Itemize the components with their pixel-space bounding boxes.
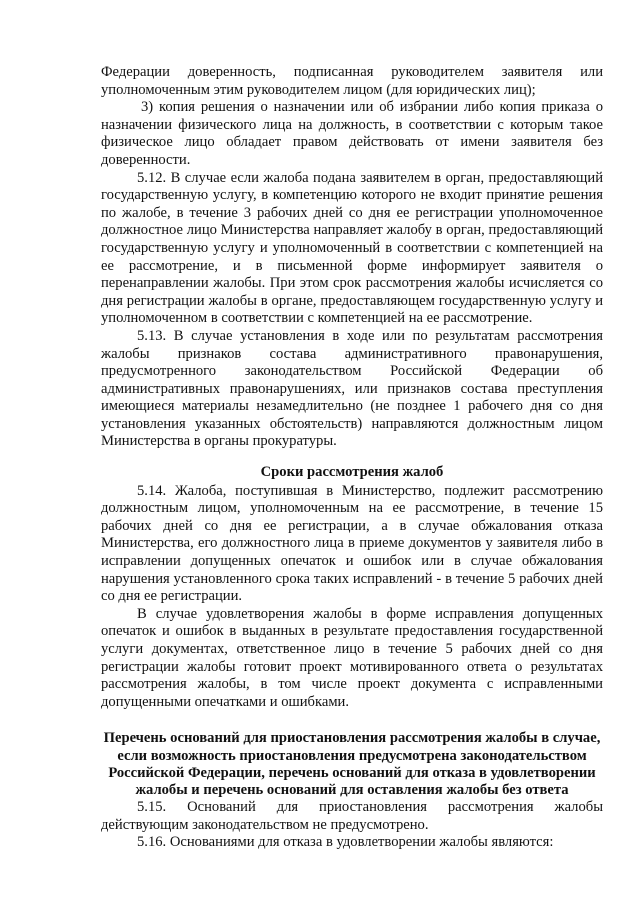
paragraph-proxy-continuation: Федерации доверенность, подписанная руководителем заявителя или уполномоченным этим руководителем лицом (для юридических лиц);	[101, 64, 603, 98]
paragraph-5-12: 5.12. В случае если жалоба подана заявителем в орган, предоставляющий государственную услугу, в компетенцию которого не входит принятие решения по жалобе, в течение 3 рабочих дней со дня ее регистрации уполномоченное должностное лицо Министерства направляет жалобу в орган, предоставляющий государственную услугу и уполномоченный в соответствии с компетенцией на ее рассмотрение, и в письменной форме информирует заявителя о перенаправлении жалобы. При этом срок рассмотрения жалобы исчисляется со дня регистрации жалобы в органе, предоставляющем государственную услугу и уполномоченном в соответствии с компетенцией на ее рассмотрение.	[101, 169, 603, 327]
paragraph-5-13: 5.13. В случае установления в ходе или по результатам рассмотрения жалобы признаков состава административного правонарушения, предусмотренного законодательством Российской Федерации об административных правонарушениях, или признаков состава преступления имеющиеся материалы незамедлительно (не позднее 1 рабочего дня со дня установления указанных обстоятельств) направляются должностным лицом Министерства в органы прокуратуры.	[101, 327, 603, 450]
paragraph-5-14: 5.14. Жалоба, поступившая в Министерство, подлежит рассмотрению должностным лицом, уполномоченным на ее рассмотрение, в течение 15 рабочих дней со дня ее регистрации, а в случае обжалования отказа Министерства, его должностного лица в приеме документов у заявителя либо в исправлении допущенных опечаток и ошибок или в случае обжалования нарушения установленного срока таких исправлений - в течение 5 рабочих дней со дня ее регистрации.	[101, 482, 603, 605]
document-body	[101, 64, 603, 852]
paragraph-item-3: 3) копия решения о назначении или об избрании либо копия приказа о назначении физического лица на должность, в соответствии с которым такое физическое лицо обладает правом действовать от имени заявителя без доверенности.	[101, 99, 603, 168]
section-heading-grounds: Перечень оснований для приостановления рассмотрения жалобы в случае, если возможность приостановления предусмотрена законодательством Российской Федерации, перечень оснований для отказа в удовлетворении жалобы и перечень оснований для оставления жалобы без ответа	[103, 730, 601, 798]
paragraph-5-16: 5.16. Основаниями для отказа в удовлетворении жалобы являются:	[137, 834, 554, 851]
section-heading-terms: Сроки рассмотрения жалоб	[260, 464, 444, 481]
paragraph-5-15: 5.15. Оснований для приостановления рассмотрения жалобы действующим законодательством не предусмотрено.	[101, 799, 603, 833]
paragraph-satisfaction: В случае удовлетворения жалобы в форме исправления допущенных опечаток и ошибок в выданных в результате предоставления государственной услуги документах, ответственное лицо в течение 5 рабочих дней со дня регистрации жалобы готовит проект мотивированного ответа о результатах рассмотрения жалобы, в том числе проект документа с исправленными допущенными опечатками и ошибками.	[101, 605, 603, 710]
